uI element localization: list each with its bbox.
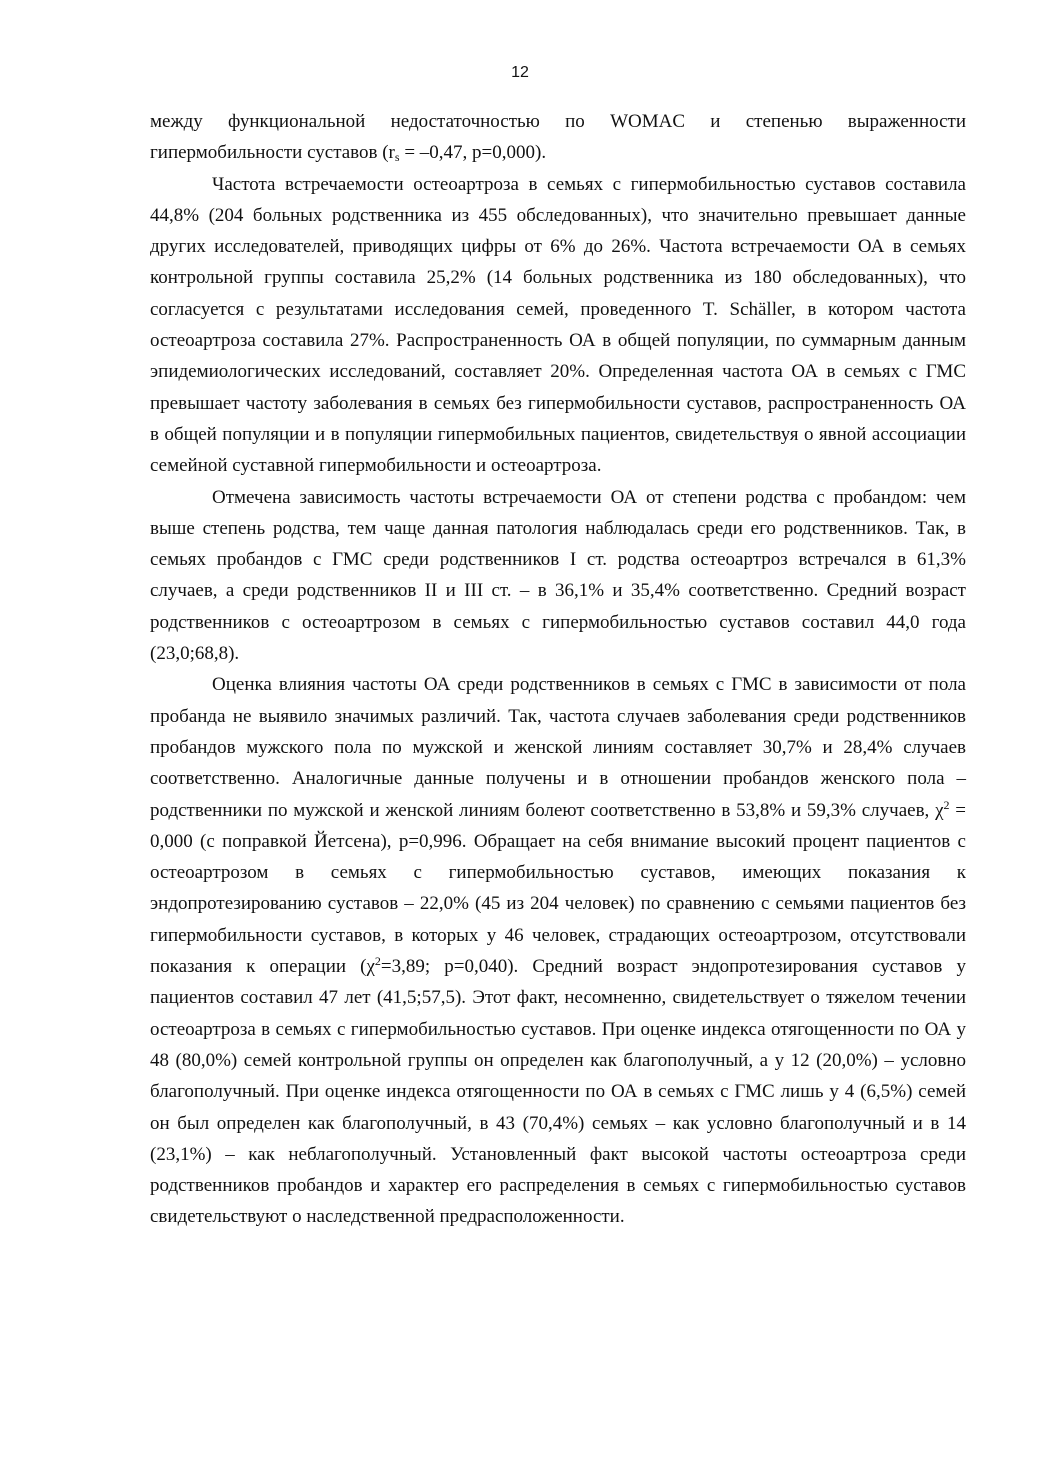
paragraph-1-text-b: = –0,47, p=0,000). [399, 142, 547, 164]
superscript-chi-2: 2 [374, 954, 381, 969]
paragraph-4 [150, 669, 966, 1232]
page-number: 12 [511, 64, 529, 81]
paragraph-1 [150, 106, 966, 169]
subscript-s: s [394, 150, 400, 165]
paragraph-1-text-a: между функциональной недостаточностью по WOMAC и степенью выраженности гипермобильности суставов (r [150, 111, 966, 164]
paragraph-3: Отмечена зависимость частоты встречаемости ОА от степени родства с пробандом: чем выше степень родства, тем чаще данная патология наблюдалась среди его родственников. Так, в семьях пробандов с ГМС среди родственников I ст. родства остеоартроз встречался в 61,3% случаев, а среди родственников II и III ст. – в 36,1% и 35,4% соответственно. Средний возраст родственников с остеоартрозом в семьях с гипермобильностью суставов составил 44,0 года (23,0;68,8). [150, 486, 966, 665]
body-text [150, 106, 966, 1233]
superscript-chi-1: 2 [943, 797, 950, 812]
paragraph-4-text-c: =3,89; p=0,040). Средний возраст эндопротезирования суставов у пациентов составил 47 лет (41,5;57,5). Этот факт, несомненно, свидетельствует о тяжелом течении остеоартроза в семьях с гипермобильностью суставов. При оценке индекса отягощенности по ОА у 48 (80,0%) семей контрольной группы он определен как благополучный, а у 12 (20,0%) – условно благополучный. При оценке индекса отягощенности по ОА в семьях с ГМС лишь у 4 (6,5%) семей он был определен как благополучный, в 43 (70,4%) семьях – как условно благополучный и в 14 (23,1%) – как неблагополучный. Установленный факт высокой частоты остеоартроза среди родственников пробандов и характер его распределения в семьях с гипермобильностью суставов свидетельствуют о наследственной предрасположенности. [150, 956, 966, 1228]
paragraph-2: Частота встречаемости остеоартроза в семьях с гипермобильностью суставов составила 44,8% (204 больных родственника из 455 обследованных), что значительно превышает данные других исследователей, приводящих цифры от 6% до 26%. Частота встречаемости ОА в семьях контрольной группы составила 25,2% (14 больных родственника из 180 обследованных), что согласуется с результатами исследования семей, проведенного T. Schäller, в котором частота остеоартроза составила 27%. Распространенность ОА в общей популяции, по суммарным данным эпидемиологических исследований, составляет 20%. Определенная частота ОА в семьях с ГМС превышает частоту заболевания в семьях без гипермобильности суставов, распространенность ОА в общей популяции и в популяции гипермобильных пациентов, свидетельствуя о явной ассоциации семейной суставной гипермобильности и остеоартроза. [150, 173, 966, 477]
paragraph-4-text-b: = 0,000 (с поправкой Йетсена), p=0,996. Обращает на себя внимание высокий процент пациентов с остеоартрозом в семьях с гипермобильностью суставов, имеющих показания к эндопротезированию суставов – 22,0% (45 из 204 человек) по сравнению с семьями пациентов без гипермобильности суставов, в которых у 46 человек, страдающих остеоартрозом, отсутствовали показания к операции (χ [150, 799, 967, 978]
paragraph-4-text-a: Оценка влияния частоты ОА среди родственников в семьях с ГМС в зависимости от пола пробанда не выявило значимых различий. Так, частота случаев заболевания среди родственников пробандов мужского пола по мужской и женской линиям составляет 30,7% и 28,4% случаев соответственно. Аналогичные данные получены и в отношении пробандов женского пола – родственники по мужской и женской линиям болеют соответственно в 53,8% и 59,3% случаев, χ [150, 674, 966, 821]
